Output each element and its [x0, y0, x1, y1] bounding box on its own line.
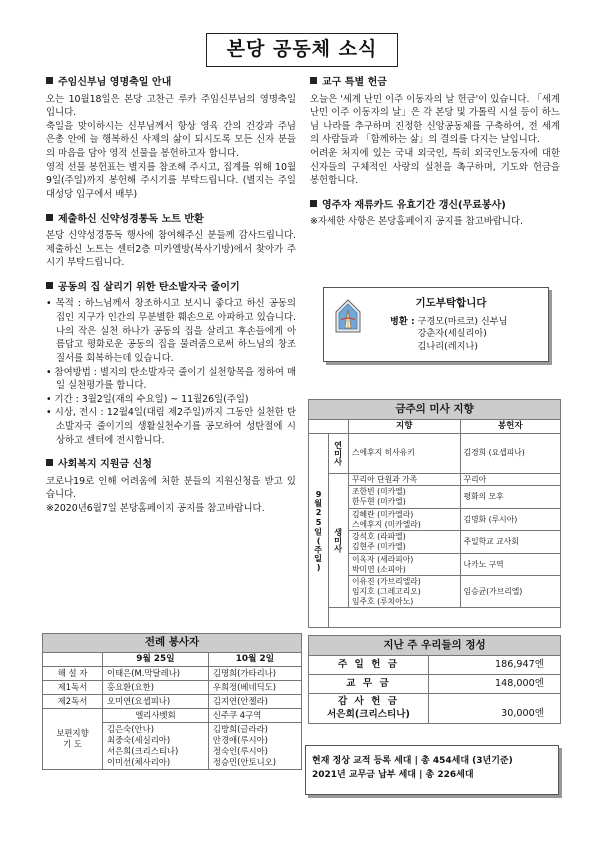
list-item: • 시상, 전시 : 12월4일(대림 제2주일)까지 그동안 실천한 탄소발자국 줄이기의 생활실천수기를 공모하여 성탄절에 시상하고 센터에 전시합니다.	[46, 406, 296, 447]
offering-amount: 186,947엔	[429, 656, 561, 675]
section-title: 주임신부님 영명축일 안내	[46, 76, 296, 91]
volunteer-cell: 우희정(베네딕도)	[208, 681, 301, 695]
stats-line: 2021년 교무금 납부 세대 | 총 226세대	[312, 770, 474, 781]
paragraph: 축일을 맞이하시는 신부님께서 항상 영육 간의 건강과 주님 은총 안에 늘 행복하신 사제의 삶이 되시도록 모든 신자 분들의 마음을 담아 영적 선물을 봉헌하고자 합니다.	[46, 120, 296, 159]
intent-cell: 조한빈 (미카엘) 한두현 (미카엘)	[349, 486, 461, 508]
section-title: 사회복지 지원금 신청	[46, 458, 296, 473]
column-header-giver: 봉헌자	[460, 420, 560, 434]
group-label: 생미사	[329, 473, 349, 608]
intent-cell: 이옥자 (세라피아) 박미연 (소피아)	[349, 553, 461, 575]
square-bullet-icon	[310, 77, 317, 84]
paragraph: ※자세한 사항은 본당홈페이지 공지를 참고바랍니다.	[310, 216, 523, 228]
table-row	[309, 656, 561, 675]
date-label: 9월25일(주일)	[309, 433, 329, 628]
mass-intentions-table	[308, 399, 561, 628]
intent-cell: 꾸리아 단원과 가족	[349, 473, 461, 486]
prayer-heading: 기도부탁합니다	[415, 297, 487, 309]
group-cell: 신주쿠 4구역	[208, 709, 301, 723]
intent-cell: 김혜란 (미카엘라) 스에후지 (미카엘라)	[349, 508, 461, 530]
group-cell: 엘리사벳회	[103, 709, 209, 723]
prayer-request-box	[323, 287, 549, 362]
list-item: • 참여방법 : 별지의 탄소발자국 줄이기 실천항목을 정하여 매일 실천평가를 합니다.	[46, 366, 296, 393]
volunteer-cell: 김은숙(안나) 최중숙(세실리아) 서은희(크리스티나) 이미선(체사리아)	[103, 723, 209, 770]
table-row	[309, 433, 561, 473]
role-cell: 해 설 자	[43, 667, 103, 681]
bullet-list	[46, 297, 296, 447]
volunteer-cell: 오미연(요셉피나)	[103, 695, 209, 709]
table-row	[309, 675, 561, 694]
giver-cell: 김경희 (요셉피나)	[460, 433, 560, 473]
column-header-date: 9월 25일	[103, 653, 209, 667]
role-cell: 보편지향 기 도	[43, 709, 103, 770]
prayer-list	[390, 316, 508, 353]
volunteer-cell: 이태은(M.막달레나)	[103, 667, 209, 681]
right-column	[310, 76, 560, 240]
volunteer-cell: 김지연(안젤라)	[208, 695, 301, 709]
section-carbon-footprint	[46, 281, 296, 447]
stats-line: 현재 정상 교적 등록 세대 | 총 454세대 (3년기준)	[312, 756, 513, 766]
list-item: • 기간 : 3월2일(재의 수요일) ~ 11월26일(주일)	[46, 393, 296, 407]
intent-cell: 스에후지 히사유키	[349, 433, 461, 473]
offering-table	[308, 635, 561, 724]
square-bullet-icon	[310, 200, 317, 207]
intent-cell: 강석호 (라파엘) 김현주 (미카엘)	[349, 531, 461, 553]
paragraph: ※2020년6월7일 본당홈페이지 공지를 참고바랍니다.	[46, 503, 265, 514]
prayer-names	[418, 316, 508, 353]
role-cell: 제1독서	[43, 681, 103, 695]
table-row	[43, 667, 302, 681]
giver-cell: 꾸리아	[460, 473, 560, 486]
illness-label: 병환 :	[390, 316, 415, 327]
volunteer-cell: 김방희(글라라) 안경애(루시아) 정숙인(루시아) 정승민(안토니오)	[208, 723, 301, 770]
table-row	[309, 473, 561, 486]
column-header-date: 10월 2일	[208, 653, 301, 667]
square-bullet-icon	[46, 459, 53, 466]
role-cell: 제2독서	[43, 695, 103, 709]
section-welfare	[46, 458, 296, 515]
paragraph: 어려운 처지에 있는 국내 외국인, 특히 외국인노동자에 대한 신자들의 구체적인 사랑의 실천을 촉구하며, 기도와 헌금을 봉헌합니다.	[310, 148, 560, 187]
offering-label: 감 사 헌 금 서은희(크리스티나)	[309, 694, 429, 724]
table-row	[43, 709, 302, 723]
paragraph: 코로나19로 인해 어려움에 처한 분들의 지원신청을 받고 있습니다.	[46, 475, 296, 501]
prayer-name: 강춘자(세실리아)	[417, 328, 487, 340]
column-header-intent: 지향	[349, 420, 461, 434]
paragraph: 오늘은 '세계 난민 이주 이동자의 날 헌금'이 있습니다. 「세계 난민 이주 이동자의 날」은 각 본당 및 가톨릭 시설 등이 하느님 나라를 추구하며 진정한 신앙공동체를 구축하여, 전 세계의 사람들과 「함께하는 삶」의 결의를 다지는 날입니다.	[310, 93, 560, 146]
square-bullet-icon	[46, 214, 53, 221]
volunteer-cell: 홍요환(요한)	[103, 681, 209, 695]
offering-label: 주 일 헌 금	[309, 656, 429, 675]
giver-cell: 임승균(가브리엘)	[460, 576, 560, 608]
section-feast-day	[46, 76, 296, 202]
giver-cell: 평화의 모후	[460, 486, 560, 508]
square-bullet-icon	[46, 77, 53, 84]
table-row	[309, 694, 561, 724]
liturgy-volunteers-table	[42, 633, 302, 770]
table-caption: 금주의 미사 지향	[309, 400, 561, 420]
giver-cell: 김명화 (루시아)	[460, 508, 560, 530]
table-row	[43, 695, 302, 709]
paragraph: 본당 신약성경통독 행사에 참여해주신 분들께 감사드립니다. 제출하신 노트는 센터2층 미카엘방(복사기방)에서 찾아가 주시기 부탁드립니다.	[46, 230, 296, 269]
page-title: 본당 공동체 소식	[206, 33, 398, 67]
section-bible-notes	[46, 213, 296, 270]
paragraph: 오는 10월18일은 본당 고찬근 루카 주임신부님의 영명축일입니다.	[46, 93, 296, 119]
table-caption: 전례 봉사자	[43, 634, 302, 653]
prayer-name: 구경모(마르코) 신부님	[417, 316, 508, 327]
table-row-empty	[309, 608, 561, 628]
table-caption: 지난 주 우리들의 정성	[309, 636, 561, 656]
list-item: • 목적 : 하느님께서 창조하시고 보시니 좋다고 하신 공동의 집인 지구가 인간의 무분별한 훼손으로 아파하고 있습니다. 나의 작은 실천 하나가 공동의 집을 살리고 후손들에게 아름답고 평화로운 공동의 집을 물려줌으로써 하느님의 창조질서를 회복하는데 있습니다.	[46, 297, 296, 365]
prayer-name: 김나리(레지나)	[417, 340, 478, 352]
giver-cell: 나카노 구역	[460, 553, 560, 575]
section-residence-card	[310, 199, 560, 229]
section-special-collection	[310, 76, 560, 188]
square-bullet-icon	[46, 282, 53, 289]
volunteer-cell: 김명희(가타리나)	[208, 667, 301, 681]
table-row	[43, 681, 302, 695]
offering-label: 교 무 금	[309, 675, 429, 694]
parish-stats-box	[305, 745, 559, 795]
offering-donor: 서은희(크리스티나)	[327, 708, 410, 720]
offering-amount: 30,000엔	[429, 694, 561, 724]
paragraph: 영적 선물 봉헌표는 별지를 참조해 주시고, 집계를 위해 10월9일(주일)까지 봉헌해 주시기를 부탁드립니다. (별지는 주일 대성당 입구에서 배부)	[46, 161, 296, 200]
left-column	[46, 76, 296, 527]
section-title: 영주자 재류카드 유효기간 갱신(무료봉사)	[310, 199, 560, 214]
section-title: 공동의 집 살리기 위한 탄소발자국 줄이기	[46, 281, 296, 296]
section-title: 교구 특별 헌금	[310, 76, 560, 91]
section-title: 제출하신 신약성경통독 노트 반환	[46, 213, 296, 228]
intent-cell: 이유진 (가브리엘라) 임지호 (그레고리오) 임주호 (루치아노)	[349, 576, 461, 608]
giver-cell: 주일학교 교사회	[460, 531, 560, 553]
offering-amount: 148,000엔	[429, 675, 561, 694]
group-label: 연미사	[329, 433, 349, 473]
